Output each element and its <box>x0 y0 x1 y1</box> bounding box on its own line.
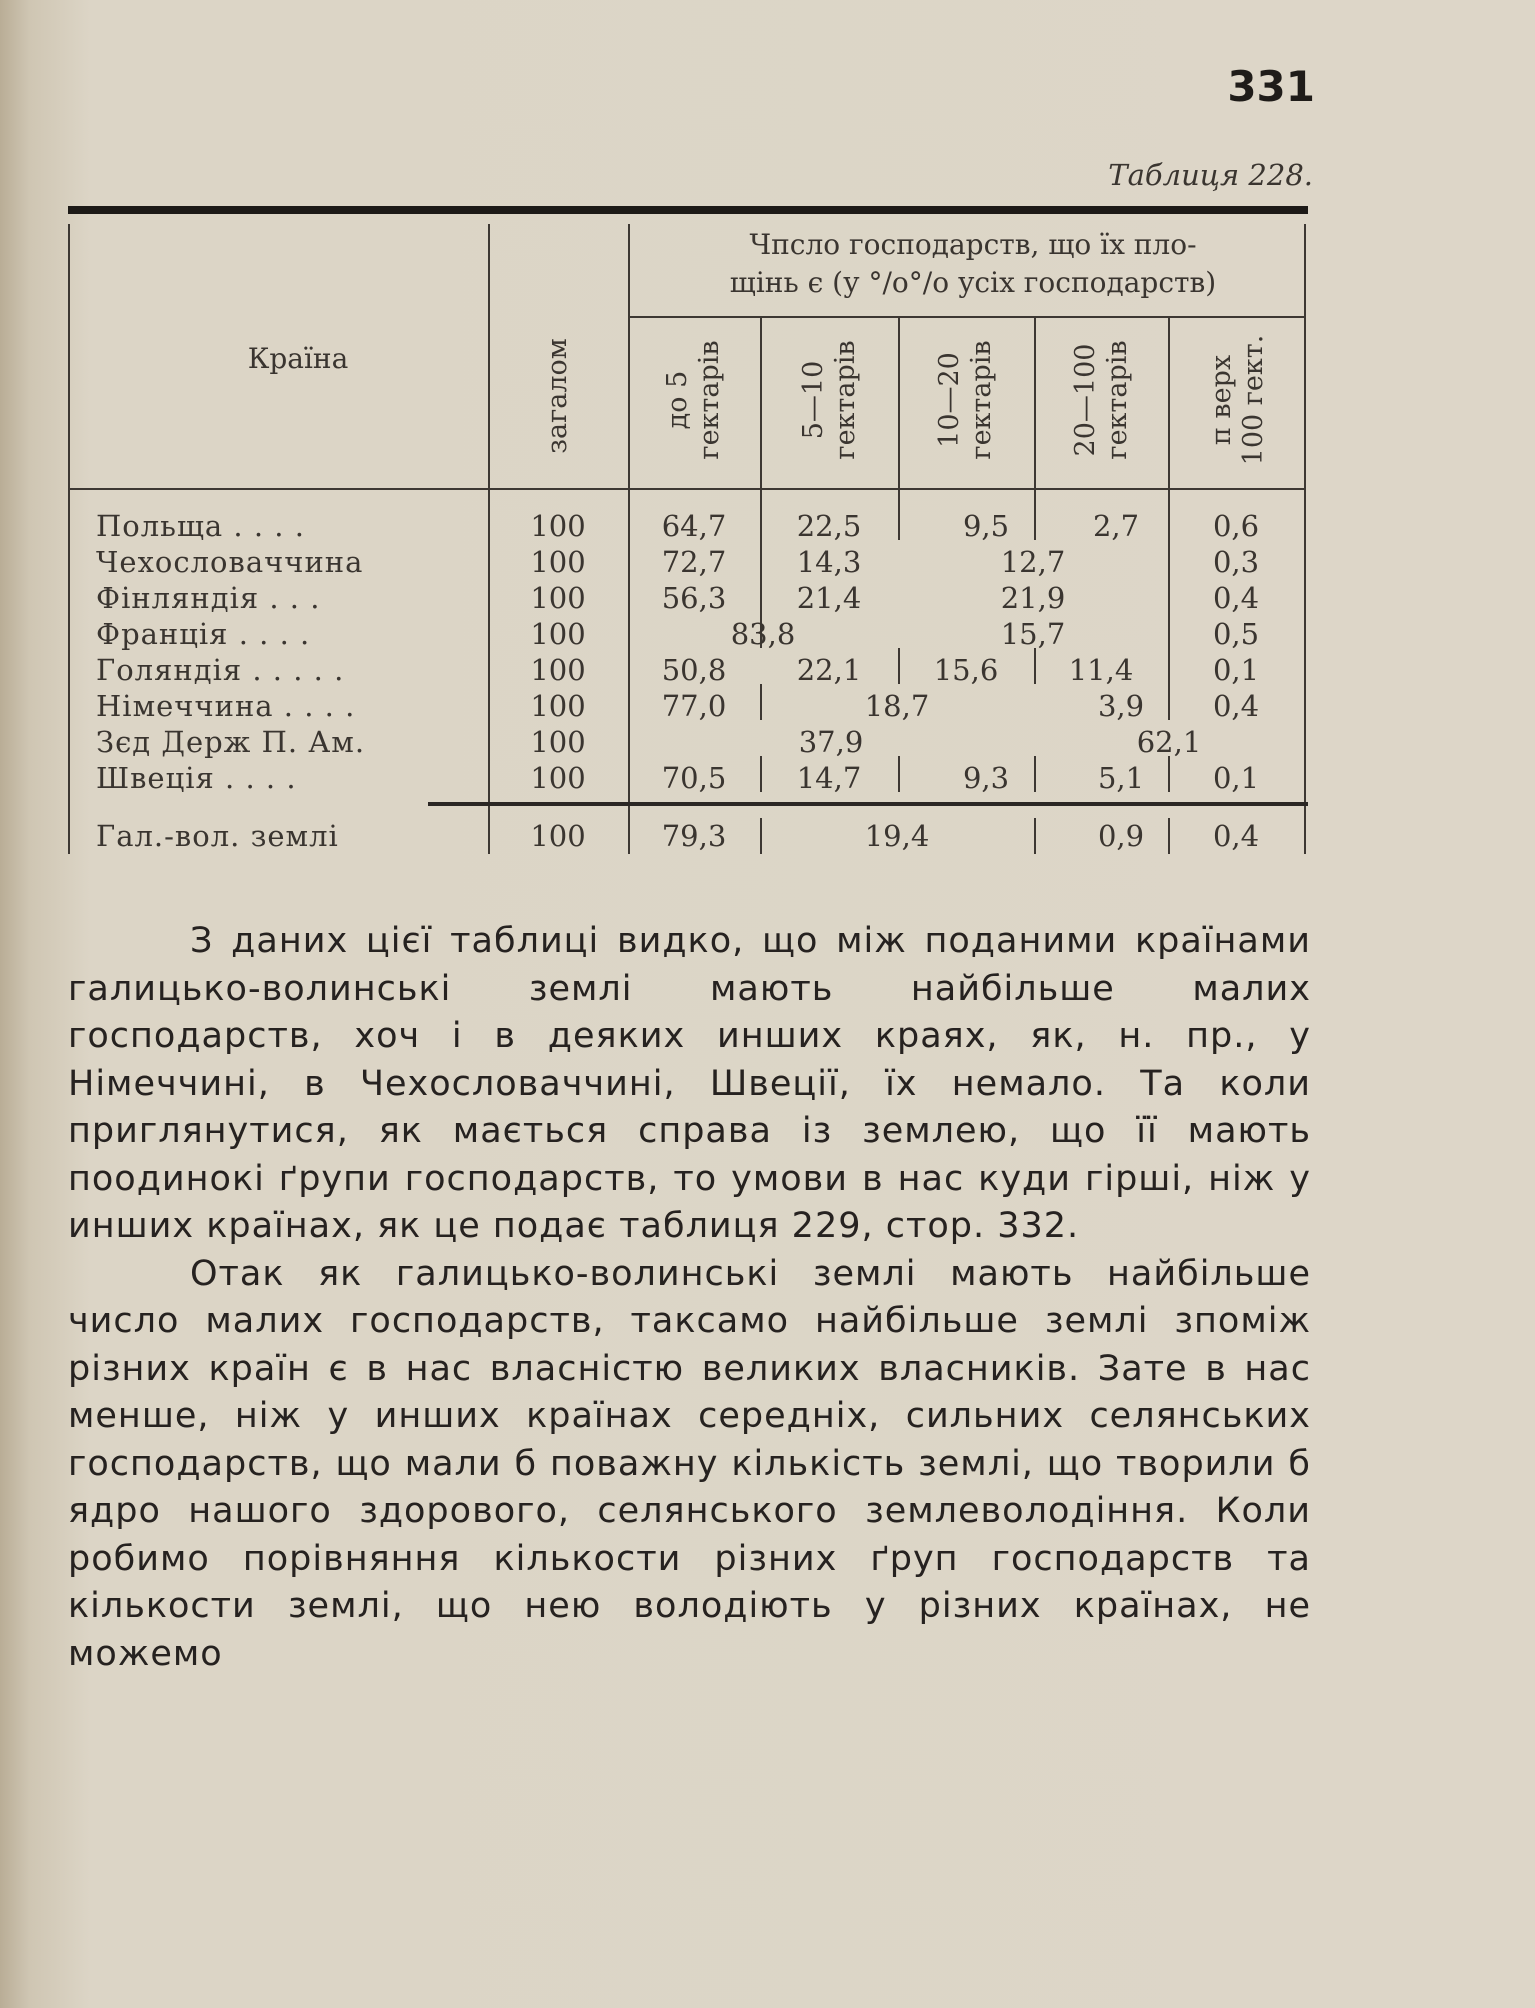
row-country: Німеччина . . . . <box>96 689 356 723</box>
header-col3: 10—20 гектарів <box>934 340 997 460</box>
row-total: 100 <box>530 653 586 687</box>
row-total: 100 <box>530 689 586 723</box>
table-header-bottom <box>68 488 1306 490</box>
footer-country: Гал.-вол. землі <box>96 819 339 853</box>
footer-cell: 0,9 <box>1097 819 1145 853</box>
row-cell: 18,7 <box>864 689 930 723</box>
table-footer-rule <box>428 802 1308 806</box>
row-country: Польща . . . . <box>96 509 305 543</box>
table-divider-col1 <box>760 318 762 508</box>
table-header-divider <box>628 316 1306 318</box>
row-cell: 12,7 <box>1000 545 1066 579</box>
header-group-title-2: щінь є (у °/o°/o усіх господарств) <box>729 266 1217 299</box>
footer-total: 100 <box>530 819 586 853</box>
row-total: 100 <box>530 725 586 759</box>
row-cell: 9,3 <box>962 761 1010 795</box>
footer-cell: 79,3 <box>661 819 727 853</box>
row-cell: 64,7 <box>661 509 727 543</box>
row-total: 100 <box>530 509 586 543</box>
paragraph: З даних цієї таблиці видко, що між поданими країнами галицько-волинські землі мають найбільше малих господарств, хоч і в деяких инших краях, як, н. пр., у Німеччині, в Чехословаччині, Швеції, їх немало. Та коли приглянутися, як мається справа із землею, що її мають поодинокі ґрупи господарств, то умови в нас куди гірші, ніж у инших країнах, як це подає таблиця 229, стор. 332. <box>68 921 1311 1246</box>
row-cell: 2,7 <box>1092 509 1140 543</box>
row-total: 100 <box>530 581 586 615</box>
header-group-title-1: Чпсло господарств, що їх пло- <box>749 228 1197 261</box>
row-cell: 15,7 <box>1000 617 1066 651</box>
row-country: Голяндія . . . . . <box>96 653 345 687</box>
row-cell: 0,6 <box>1212 509 1260 543</box>
row-cell: 11,4 <box>1068 653 1134 687</box>
footer-cell: 0,4 <box>1212 819 1260 853</box>
row-cell: 56,3 <box>661 581 727 615</box>
row-cell: 0,3 <box>1212 545 1260 579</box>
row-cell: 0,4 <box>1212 689 1260 723</box>
row-cell: 0,1 <box>1212 653 1260 687</box>
header-col1: до 5 гектарів <box>662 340 725 460</box>
row-cell: 0,5 <box>1212 617 1260 651</box>
row-cell: 72,7 <box>661 545 727 579</box>
table-top-rule <box>68 206 1308 214</box>
row-cell: 22,5 <box>796 509 862 543</box>
row-cell: 9,5 <box>962 509 1010 543</box>
row-cell: 14,3 <box>796 545 862 579</box>
row-cell: 0,1 <box>1212 761 1260 795</box>
row-cell: 70,5 <box>661 761 727 795</box>
table-divider-col2 <box>898 318 900 508</box>
table-border-right <box>1304 224 1306 854</box>
table-caption: Таблиця 228. <box>1108 158 1313 192</box>
row-country: Фінляндія . . . <box>96 581 321 615</box>
header-col4: 20—100 гектарів <box>1070 340 1133 460</box>
row-cell: 14,7 <box>796 761 862 795</box>
row-cell: 21,9 <box>1000 581 1066 615</box>
row-cell: 50,8 <box>661 653 727 687</box>
row-total: 100 <box>530 761 586 795</box>
row-cell: 3,9 <box>1097 689 1145 723</box>
row-cell: 0,4 <box>1212 581 1260 615</box>
statistics-table <box>68 206 1308 856</box>
table-divider-col4 <box>1168 318 1170 508</box>
row-cell: 22,1 <box>796 653 862 687</box>
row-country: Чехословаччина <box>96 545 364 579</box>
header-col2: 5—10 гектарів <box>798 340 861 460</box>
row-cell: 37,9 <box>798 725 864 759</box>
table-divider-col3 <box>1034 318 1036 508</box>
row-cell: 15,6 <box>933 653 999 687</box>
table-border-left <box>68 224 70 854</box>
header-total: загалом <box>542 338 573 454</box>
body-text <box>68 918 1311 1678</box>
row-country: Швеція . . . . <box>96 761 297 795</box>
row-total: 100 <box>530 545 586 579</box>
row-cell: 62,1 <box>1136 725 1202 759</box>
row-cell: 77,0 <box>661 689 727 723</box>
page-number: 331 <box>1227 62 1315 111</box>
footer-cell: 19,4 <box>864 819 930 853</box>
row-country: Франція . . . . <box>96 617 311 651</box>
paragraph: Отак як галицько-волинські землі мають найбільше число малих господарств, таксамо найбільше землі зпоміж різних країн є в нас власністю великих власників. Зате в нас менше, ніж у инших країнах середніх, сильних селянських господарств, що мали б поважну кількість землі, що творили б ядро нашого здорового, селянського землеволодіння. Коли робимо порівняння кількости різних ґруп господарств та кількости землі, що нею володіють у різних країнах, не можемо <box>68 1253 1311 1674</box>
row-total: 100 <box>530 617 586 651</box>
row-cell: 5,1 <box>1097 761 1145 795</box>
header-col5: п верх 100 гект. <box>1206 334 1269 466</box>
row-cell: 83,8 <box>730 617 796 651</box>
header-country: Країна <box>247 342 349 375</box>
row-cell: 21,4 <box>796 581 862 615</box>
row-country: Зєд Держ П. Ам. <box>96 725 366 759</box>
